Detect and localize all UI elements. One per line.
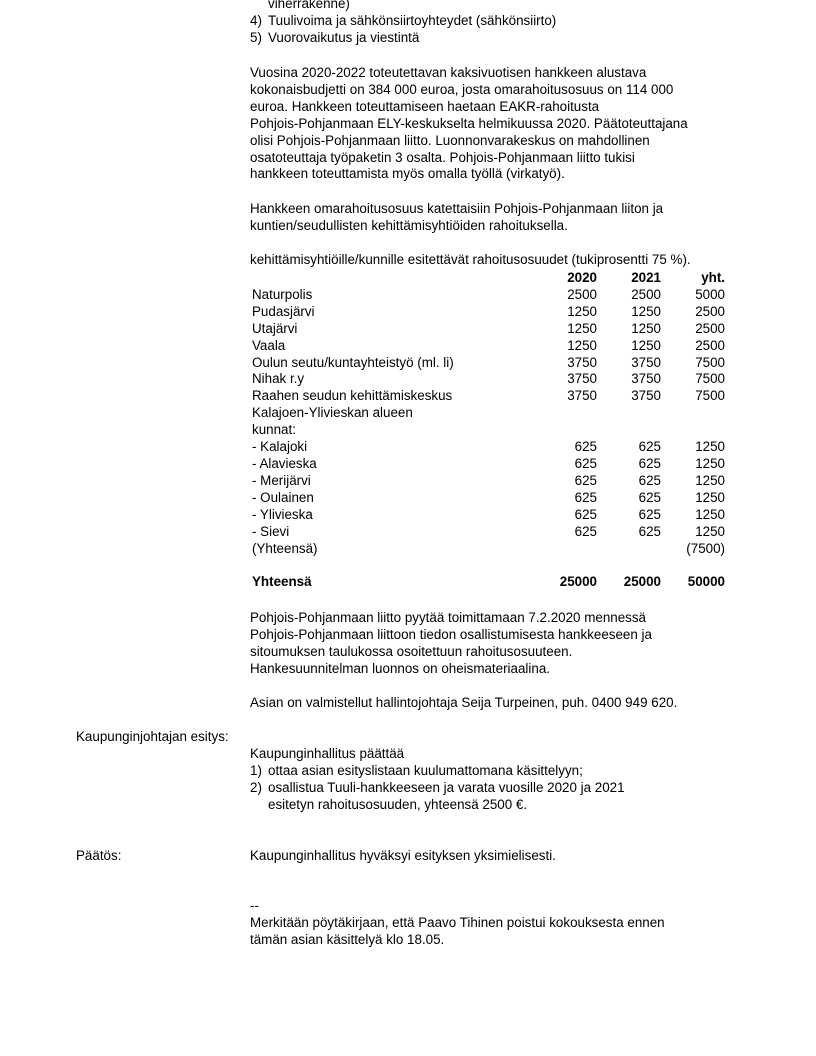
value-2020: 25000 — [559, 574, 597, 590]
value-total: 1250 — [695, 489, 725, 505]
row-label: Utajärvi — [252, 320, 298, 336]
note-line: Merkitään pöytäkirjaan, että Paavo Tihinen poistui kokouksesta ennen — [250, 914, 665, 930]
value-total: 50000 — [687, 574, 725, 590]
list-number: 5) — [250, 29, 262, 45]
value-2021: 1250 — [631, 337, 661, 353]
table-row — [252, 321, 725, 338]
paragraph-line: sitoumuksen taulukossa osoitettuun rahoitusosuuteen. — [250, 643, 573, 659]
list-text: Tuulivoima ja sähkönsiirtoyhteydet (sähkönsiirto) — [268, 12, 557, 28]
proposal-text: osallistua Tuuli-hankkeeseen ja varata vuosille 2020 ja 2021 — [268, 779, 625, 795]
table-row — [252, 422, 725, 439]
value-2020: 3750 — [567, 371, 597, 387]
proposal-lead: Kaupunginhallitus päättää — [250, 746, 405, 761]
table-row — [252, 507, 725, 524]
paragraph-line: osatoteuttaja työpaketin 3 osalta. Pohjois-Pohjanmaan liitto tukisi — [250, 149, 635, 165]
paragraph-line: kokonaisbudjetti on 384 000 euroa, josta omarahoitusosuus on 114 000 — [250, 81, 674, 97]
value-2020 — [502, 422, 597, 439]
table-spacer-row — [252, 557, 725, 574]
top-list — [250, 0, 740, 47]
value-2021: 625 — [638, 439, 661, 455]
paragraph-line: Pohjois-Pohjanmaan liittoon tiedon osallistumisesta hankkeeseen ja — [250, 626, 652, 642]
row-label: Kalajoen-Ylivieskan alueen — [252, 405, 413, 421]
value-2020: 1250 — [567, 303, 597, 319]
table-row — [252, 287, 725, 304]
row-label: - Sievi — [252, 523, 290, 539]
value-2020: 625 — [574, 489, 597, 505]
row-label: Pudasjärvi — [252, 303, 315, 319]
value-2021: 1250 — [631, 303, 661, 319]
row-label: Raahen seudun kehittämiskeskus — [252, 388, 453, 404]
table-header-row — [252, 270, 725, 287]
value-2021: 625 — [638, 506, 661, 522]
row-label: - Kalajoki — [252, 439, 308, 455]
value-2020: 625 — [574, 455, 597, 471]
preparer-line: Asian on valmistellut hallintojohtaja Seija Turpeinen, puh. 0400 949 620. — [250, 695, 678, 710]
value-2020: 1250 — [567, 337, 597, 353]
paragraph-line: Pohjois-Pohjanmaan ELY-keskukselta helmikuussa 2020. Päätoteuttajana — [250, 115, 688, 131]
value-total: 1250 — [695, 455, 725, 471]
header-cell-2020: 2020 — [567, 270, 597, 285]
paragraph-line: Vuosina 2020-2022 toteutettavan kaksivuotisen hankkeen alustava — [250, 65, 647, 80]
value-2020: 1250 — [567, 320, 597, 336]
proposal-text-continued: esitetyn rahoitusosuuden, yhteensä 2500 €. — [268, 796, 528, 812]
row-label: (Yhteensä) — [252, 540, 318, 556]
proposal-item — [250, 763, 740, 780]
decision-text: Kaupunginhallitus hyväksyi esityksen yksimielisesti. — [250, 848, 556, 863]
value-2021: 1250 — [631, 320, 661, 336]
value-total: 1250 — [695, 472, 725, 488]
row-label: - Oulainen — [252, 489, 314, 505]
value-total: 7500 — [695, 388, 725, 404]
value-2020: 625 — [574, 472, 597, 488]
row-label: - Ylivieska — [252, 506, 313, 522]
row-label: - Alavieska — [252, 455, 317, 471]
value-2021 — [597, 405, 661, 422]
value-2021: 25000 — [623, 574, 661, 590]
value-2021: 2500 — [631, 286, 661, 302]
row-label: Oulun seutu/kuntayhteistyö (ml. li) — [252, 354, 454, 370]
list-number: 4) — [250, 12, 262, 28]
value-2021: 625 — [638, 489, 661, 505]
value-2020 — [502, 541, 597, 558]
table-row — [252, 490, 725, 507]
value-2021: 3750 — [631, 388, 661, 404]
value-total: 1250 — [695, 439, 725, 455]
decision-label: Päätös: — [76, 848, 122, 863]
spacer-cell — [252, 557, 725, 574]
value-total: 7500 — [695, 354, 725, 370]
row-label: kunnat: — [252, 422, 296, 438]
table-row — [252, 355, 725, 372]
value-2021: 3750 — [631, 354, 661, 370]
table-row — [252, 541, 725, 558]
list-item — [250, 30, 740, 47]
budget-paragraph — [250, 65, 740, 183]
proposal-number: 1) — [250, 762, 262, 778]
value-total: 1250 — [695, 523, 725, 539]
value-2021: 3750 — [631, 371, 661, 387]
note-line: tämän asian käsittelyä klo 18.05. — [250, 931, 445, 947]
row-label: Vaala — [252, 337, 286, 353]
paragraph-line: kuntien/seudullisten kehittämisyhtiöiden rahoituksella. — [250, 217, 568, 233]
table-row — [252, 405, 725, 422]
row-label: Naturpolis — [252, 286, 313, 302]
value-total: 2500 — [695, 303, 725, 319]
list-text: Vuorovaikutus ja viestintä — [268, 29, 420, 45]
value-total: 5000 — [695, 286, 725, 302]
value-2020: 625 — [574, 506, 597, 522]
paragraph-line: hankkeen toteuttamista myös omalla työllä (virkatyö). — [250, 166, 565, 182]
funding-table — [252, 270, 725, 591]
proposal-body — [250, 746, 740, 814]
value-total — [661, 405, 725, 422]
table-row — [252, 524, 725, 541]
proposal-item — [250, 780, 740, 797]
header-cell-2021: 2021 — [631, 270, 661, 285]
table-row — [252, 388, 725, 405]
value-total: (7500) — [686, 540, 725, 556]
row-label: Nihak r.y — [252, 371, 305, 387]
value-2021 — [597, 422, 661, 439]
row-label: - Merijärvi — [252, 472, 311, 488]
paragraph-line: Pohjois-Pohjanmaan liitto pyytää toimittamaan 7.2.2020 mennessä — [250, 610, 646, 625]
table-row — [252, 456, 725, 473]
table-row — [252, 371, 725, 388]
minutes-note — [250, 898, 740, 949]
table-total-row — [252, 574, 725, 591]
paragraph-line: euroa. Hankkeen toteuttamiseen haetaan EAKR-rahoitusta — [250, 98, 600, 114]
value-2021: 625 — [638, 455, 661, 471]
own-share-paragraph — [250, 201, 740, 235]
header-cell-total: yht. — [701, 270, 725, 285]
proposal-text: ottaa asian esityslistaan kuulumattomana käsittelyyn; — [268, 762, 583, 778]
row-label: Yhteensä — [252, 574, 312, 590]
header-cell — [252, 270, 502, 287]
value-2020: 3750 — [567, 388, 597, 404]
list-item — [250, 13, 740, 30]
value-total: 7500 — [695, 371, 725, 387]
value-2021: 625 — [638, 472, 661, 488]
table-row — [252, 473, 725, 490]
request-paragraph — [250, 610, 740, 678]
table-row — [252, 439, 725, 456]
paragraph-line: Hankesuunnitelman luonnos on oheismateriaalina. — [250, 660, 550, 676]
value-total: 1250 — [695, 506, 725, 522]
value-total — [661, 422, 725, 439]
value-2020 — [502, 405, 597, 422]
value-total: 2500 — [695, 320, 725, 336]
table-intro: kehittämisyhtiöille/kunnille esitettävät rahoitusosuudet (tukiprosentti 75 %). — [250, 252, 691, 267]
value-2020: 3750 — [567, 354, 597, 370]
table-row — [252, 338, 725, 355]
paragraph-line: olisi Pohjois-Pohjanmaan liitto. Luonnonvarakeskus on mahdollinen — [250, 132, 650, 148]
proposal-number: 2) — [250, 779, 262, 795]
value-2020: 2500 — [567, 286, 597, 302]
proposal-label: Kaupunginjohtajan esitys: — [76, 729, 229, 744]
value-2020: 625 — [574, 439, 597, 455]
list-continuation: viherrakenne) — [268, 0, 350, 11]
value-2020: 625 — [574, 523, 597, 539]
table-row — [252, 304, 725, 321]
value-2021: 625 — [638, 523, 661, 539]
paragraph-line: Hankkeen omarahoitusosuus katettaisiin Pohjois-Pohjanmaan liiton ja — [250, 201, 664, 216]
value-2021 — [597, 541, 661, 558]
value-total: 2500 — [695, 337, 725, 353]
note-separator: -- — [250, 898, 259, 913]
